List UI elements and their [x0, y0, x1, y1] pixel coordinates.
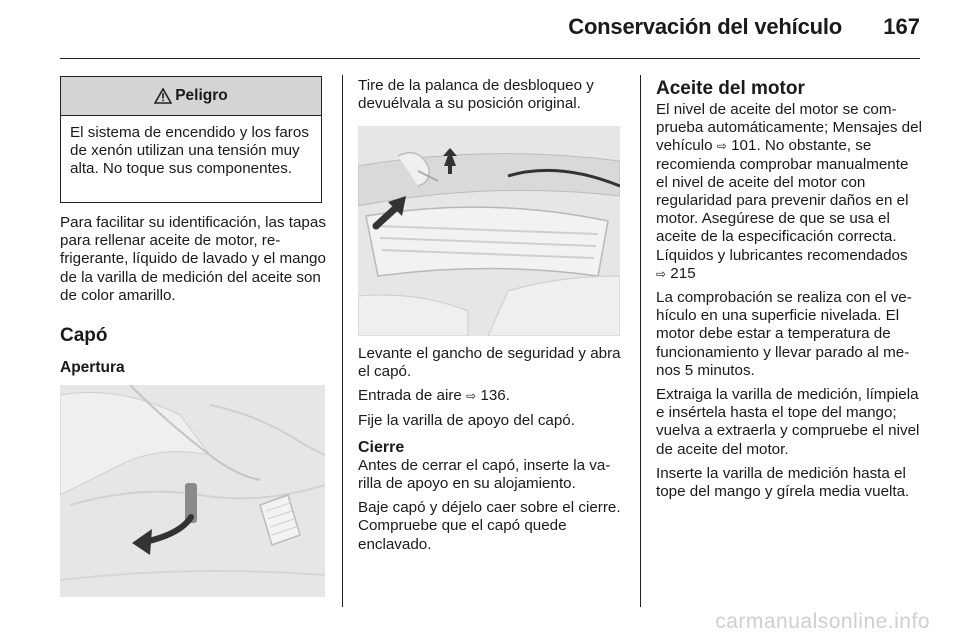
air-intake-ref[interactable]: 136. [480, 387, 510, 405]
page-header-title: Conservación del vehículo [568, 14, 842, 39]
oil-p1-ref[interactable]: 101. [731, 137, 761, 155]
subsection-title-cierre: Cierre [358, 438, 405, 456]
warning-header [61, 77, 321, 116]
air-intake-text: Entrada de aire [358, 387, 462, 405]
page-number: 167 [883, 14, 920, 39]
hood-steps [358, 345, 628, 554]
warning-title: Peligro [175, 87, 228, 104]
oil-paragraph-2: La comprobación se realiza con el vehículo en una superficie nivelada. El motor debe estar a temperatura de funcionamiento y llevar parado al menos 5 minutos. [656, 289, 912, 379]
oil-lubricants-ref-line [656, 247, 924, 283]
cierre-text-2: Baje capó y déjelo caer sobre el cierre. Compruebe que el capó quede enclavado. [358, 499, 621, 553]
column-divider-right [640, 75, 641, 607]
section-title-capo: Capó [60, 325, 108, 346]
hood-release-lever-illustration [60, 385, 325, 597]
reference-arrow-icon: ⇨ [466, 389, 477, 404]
hood-open-illustration [358, 126, 620, 336]
header-rule [60, 58, 920, 59]
reference-arrow-icon: ⇨ [656, 266, 667, 281]
warning-text: El sistema de encendido y los faros de xenón utilizan una tensión muy alta. No toque sus componentes. [70, 124, 309, 178]
hood-step-prop-rod: Fije la varilla de apoyo del capó. [358, 411, 575, 429]
oil-paragraph-3: Extraiga la varilla de medición, límpiela e insértela hasta el tope del mango; vuelva a extraerla y compruebe el nivel de aceite del motor. [656, 386, 920, 458]
warning-box [60, 76, 322, 203]
hood-step-lift-hook: Levante el gancho de seguridad y abra el capó. [358, 345, 621, 381]
oil-paragraph-4: Inserte la varilla de medición hasta el tope del mango y gírela media vuelta. [656, 464, 910, 501]
oil-p1-c-ref[interactable]: 215 [670, 264, 696, 282]
oil-p1-text-c: Líquidos y lubricantes recomendados [656, 246, 908, 264]
hood-step-air-intake [358, 387, 628, 405]
engine-oil-section [656, 77, 924, 501]
reference-arrow-icon: ⇨ [716, 139, 727, 154]
watermark: carmanualsonline.info [715, 610, 930, 633]
subsection-title-apertura: Apertura [60, 359, 125, 376]
cierre-text: Antes de cerrar el capó, inserte la varilla de apoyo en su alojamiento. [358, 456, 611, 493]
oil-paragraph-1 [656, 101, 924, 247]
oil-p1-text-a: El nivel de aceite del motor se comprueba automáticamente; Mensajes del vehículo [656, 101, 922, 155]
yellow-caps-paragraph: Para facilitar su identificación, las tapas para rellenar aceite de motor, refrigerante, líquido de lavado y el mango de la varilla de medición del aceite son de color amarillo. [60, 214, 326, 304]
oil-p1-text-b: No obstante, se recomienda comprobar manualmente el nivel de aceite del motor con regularidad para prevenir daños en el motor. Asegúrese de que se usa el aceite de la especificación correcta. [656, 137, 909, 246]
column-divider-left [342, 75, 343, 607]
warning-triangle-icon [154, 88, 172, 104]
section-title-aceite: Aceite del motor [656, 78, 805, 99]
release-lever-instruction: Tire de la palanca de desbloqueo y devuélvala a su posición original. [358, 77, 594, 113]
